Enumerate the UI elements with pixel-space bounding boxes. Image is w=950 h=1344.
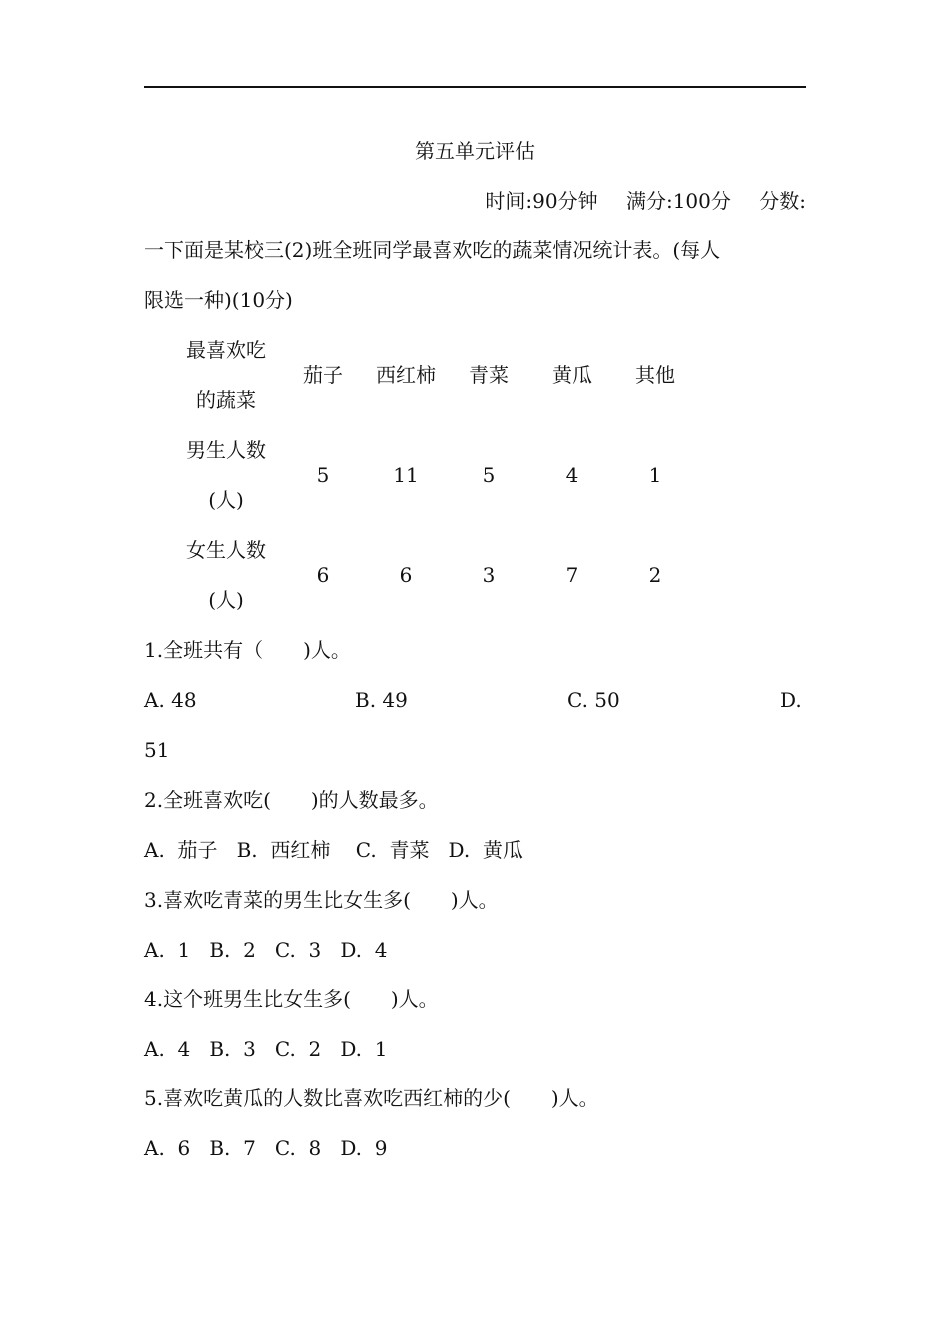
full-score-label: 满分:100分 bbox=[625, 189, 731, 213]
table-header-label-2: 的蔬菜 bbox=[196, 388, 256, 412]
column-header: 其他 bbox=[635, 363, 675, 387]
row-label-girls-2: (人) bbox=[208, 588, 244, 612]
exam-meta bbox=[463, 191, 806, 211]
question-5: 5.喜欢吃黄瓜的人数比喜欢吃西红柿的少( )人。 bbox=[144, 1086, 599, 1110]
page-title: 第五单元评估 bbox=[415, 139, 535, 163]
column-header: 茄子 bbox=[303, 363, 343, 387]
table-cell: 6 bbox=[399, 563, 413, 587]
q1-option-a: A. 48 bbox=[144, 688, 197, 712]
q1-option-d: D. bbox=[780, 688, 802, 712]
column-header: 青菜 bbox=[469, 363, 509, 387]
q4-options: A. 4 B. 3 C. 2 D. 1 bbox=[144, 1037, 388, 1061]
column-header: 西红柿 bbox=[376, 363, 436, 387]
question-4: 4.这个班男生比女生多( )人。 bbox=[144, 987, 439, 1011]
header-rule bbox=[144, 86, 806, 88]
q3-options: A. 1 B. 2 C. 3 D. 4 bbox=[144, 938, 388, 962]
table-cell: 5 bbox=[316, 463, 330, 487]
score-label: 分数: bbox=[759, 189, 806, 213]
table-header-label-1: 最喜欢吃 bbox=[186, 338, 266, 362]
row-label-boys-1: 男生人数 bbox=[186, 438, 266, 462]
table-cell: 6 bbox=[316, 563, 330, 587]
question-1: 1.全班共有（ )人。 bbox=[144, 638, 351, 662]
table-cell: 2 bbox=[648, 563, 662, 587]
q1-option-b: B. 49 bbox=[355, 688, 408, 712]
table-cell: 3 bbox=[482, 563, 496, 587]
intro-line-2: 限选一种)(10分) bbox=[144, 288, 293, 312]
column-header: 黄瓜 bbox=[552, 363, 592, 387]
time-label: 时间:90分钟 bbox=[485, 189, 598, 213]
intro-line-1: 一下面是某校三(2)班全班同学最喜欢吃的蔬菜情况统计表。(每人 bbox=[144, 238, 721, 262]
table-cell: 5 bbox=[482, 463, 496, 487]
q5-options: A. 6 B. 7 C. 8 D. 9 bbox=[144, 1136, 388, 1160]
table-cell: 1 bbox=[648, 463, 662, 487]
table-cell: 11 bbox=[393, 463, 419, 487]
table-cell: 7 bbox=[565, 563, 579, 587]
question-2: 2.全班喜欢吃( )的人数最多。 bbox=[144, 788, 439, 812]
question-3: 3.喜欢吃青菜的男生比女生多( )人。 bbox=[144, 888, 499, 912]
table-cell: 4 bbox=[565, 463, 579, 487]
q1-option-c: C. 50 bbox=[567, 688, 620, 712]
q2-options: A. 茄子 B. 西红柿 C. 青菜 D. 黄瓜 bbox=[144, 838, 523, 862]
row-label-boys-2: (人) bbox=[208, 488, 244, 512]
row-label-girls-1: 女生人数 bbox=[186, 538, 266, 562]
q1-option-d-value: 51 bbox=[144, 738, 170, 762]
